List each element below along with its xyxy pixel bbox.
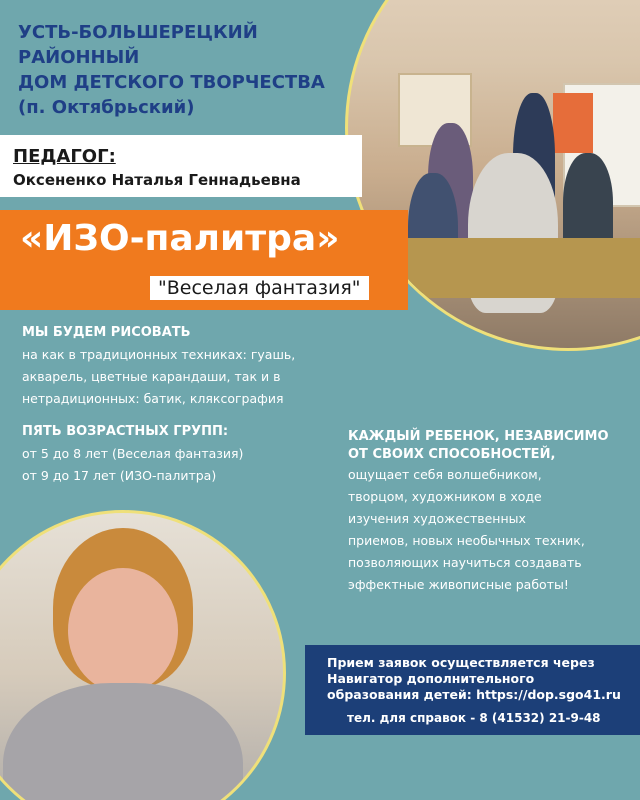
- title-line: ДОМ ДЕТСКОГО ТВОРЧЕСТВА: [18, 72, 325, 93]
- every-child-line: приемов, новых необычных техник,: [348, 533, 585, 548]
- every-child-line: творцом, художником в ходе: [348, 489, 542, 504]
- institution-title: [18, 20, 358, 120]
- drawing-section: [22, 325, 342, 410]
- enrollment-info-box: [305, 645, 640, 735]
- drawing-line: на как в традиционных техниках: гуашь,: [22, 347, 296, 362]
- title-line: (п. Октябрьский): [18, 97, 195, 118]
- enrollment-line: Прием заявок осуществляется через: [327, 655, 595, 670]
- photo-easel: [553, 93, 593, 153]
- age-groups-section: [22, 424, 342, 487]
- age-group-line: от 5 до 8 лет (Веселая фантазия): [22, 446, 244, 461]
- every-child-line: ощущает себя волшебником,: [348, 467, 542, 482]
- phone-line: тел. для справок - 8 (41532) 21-9-48: [347, 711, 601, 725]
- program-subtitle: "Веселая фантазия": [150, 276, 369, 300]
- drawing-line: нетрадиционных: батик, кляксография: [22, 391, 284, 406]
- title-line: УСТЬ-БОЛЬШЕРЕЦКИЙ РАЙОННЫЙ: [18, 22, 258, 68]
- drawing-heading: МЫ БУДЕМ РИСОВАТЬ: [22, 325, 191, 340]
- program-title: «ИЗО-палитра»: [20, 218, 340, 259]
- every-child-line: эффектные живописные работы!: [348, 577, 569, 592]
- portrait-face: [68, 568, 178, 693]
- enrollment-line: Навигатор дополнительного: [327, 671, 535, 686]
- every-child-section: [348, 428, 626, 596]
- every-child-heading: ОТ СВОИХ СПОСОБНОСТЕЙ,: [348, 447, 556, 462]
- portrait-body: [3, 683, 243, 800]
- drawing-line: акварель, цветные карандаши, так и в: [22, 369, 281, 384]
- teacher-label: ПЕДАГОГ:: [13, 146, 116, 167]
- every-child-heading: КАЖДЫЙ РЕБЕНОК, НЕЗАВИСИМО: [348, 429, 609, 444]
- age-group-line: от 9 до 17 лет (ИЗО-палитра): [22, 468, 217, 483]
- teacher-box: [0, 135, 362, 197]
- every-child-line: позволяющих научиться создавать: [348, 555, 582, 570]
- teacher-name: Оксененко Наталья Геннадьевна: [13, 171, 301, 189]
- age-groups-heading: ПЯТЬ ВОЗРАСТНЫХ ГРУПП:: [22, 424, 229, 439]
- teacher-portrait: [0, 510, 286, 800]
- program-banner: [0, 210, 408, 310]
- every-child-line: изучения художественных: [348, 511, 526, 526]
- enrollment-link[interactable]: образования детей: https://dop.sgo41.ru: [327, 687, 621, 702]
